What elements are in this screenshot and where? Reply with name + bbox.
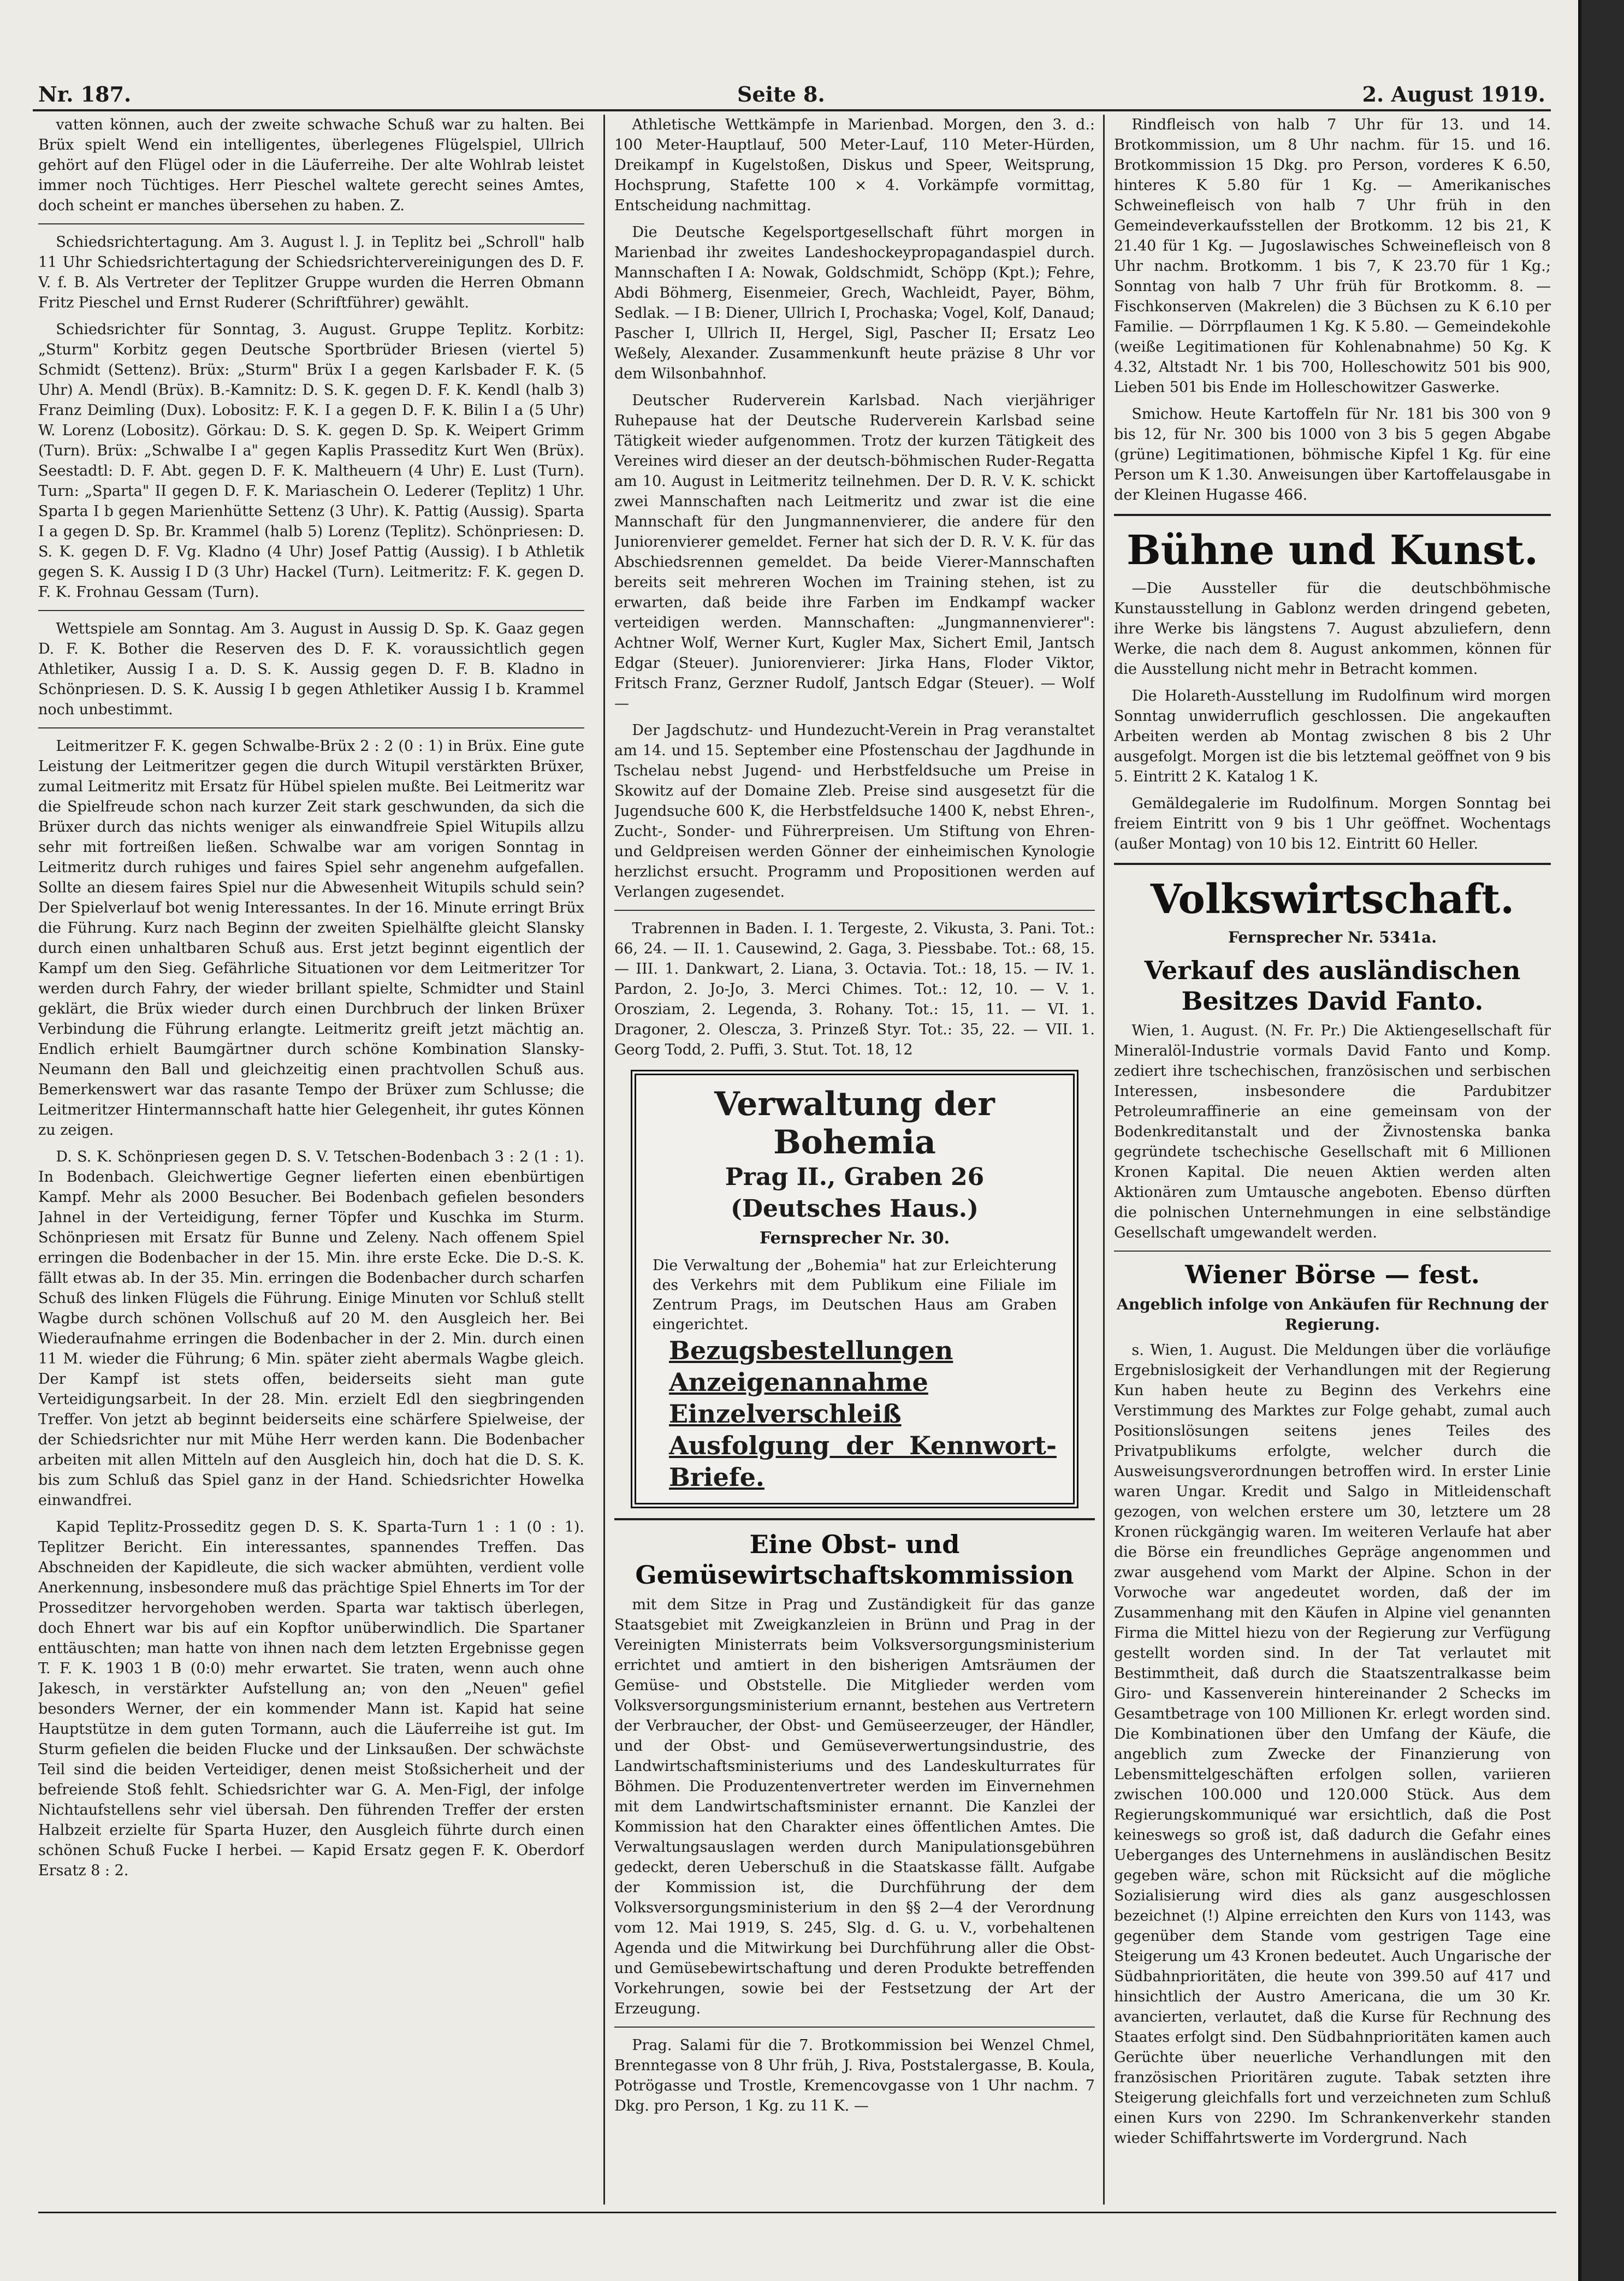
page-number: Seite 8. xyxy=(737,82,825,106)
article-text: Schiedsrichter für Sonntag, 3. August. Gruppe Teplitz. Korbitz: „Sturm" Korbitz gegen Deutsche Sportbrüder Briesen (viertel 5) Schmidt (Settenz). Brüx: „Sturm" Brüx I a gegen Karlsbader F. K. (5 Uhr) A. Mendl (Brüx). B.-Kamnitz: D. S. K. gegen D. F. K. Kendl (halb 3) Franz Deimling (Dux). Lobositz: F. K. I a gegen D. F. K. Bilin I a (5 Uhr) W. Lorenz (Lobositz). Görkau: D. S. K. gegen D. Sp. K. Weipert Grimm (Turn). Brüx: „Schwalbe I a" gegen Kaplis Prasseditz Kurt Wen (Brüx). Seestadtl: D. F. Abt. gegen D. F. K. Maltheuern (4 Uhr) E. Lust (Turn). Turn: „Sparta" II gegen D. F. K. Mariaschein O. Lederer (Teplitz) 1 Uhr. Sparta I b gegen Marienhütte Settenz (3 Uhr). K. Pattig (Aussig). Sparta I a gegen D. Sp. Br. Krammel (halb 5) Lorenz (Teplitz). Schönpriesen: D. S. K. gegen D. F. Vg. Kladno (4 Uhr) Josef Pattig (Aussig). I b Athletik gegen S. K. Aussig I D (3 Uhr) Hackel (Turn). Leitmeritz: F. K. gegen D. F. K. Frohnau Gessam (Turn). xyxy=(38,321,584,601)
article-heading: Wiener Börse — fest. xyxy=(1185,1260,1480,1289)
divider xyxy=(38,727,584,728)
article-subheading: Angeblich infolge von Ankäufen für Rechnung der Regierung. xyxy=(1117,1295,1548,1334)
article-text: D. S. K. Schönpriesen gegen D. S. V. Tetschen-Bodenbach 3 : 2 (1 : 1). In Bodenbach. Gleichwertige Gegner lieferten einen ebenbürtigen Kampf. Mehr als 2000 Besucher. Bei Bodenbach gefielen besonders Jahnel in der Verteidigung, ferner Töpfer und Kuschka im Sturm. Schönpriesen mit Ersatz für Bunne und Zeleny. Nach offenem Spiel erringen die Bodenbacher in der 15. Min. ihre erste Ecke. Die D.-S. K. fällt etwas ab. In der 35. Min. erringen die Bodenbacher durch scharfen Schuß des linken Flügels die Führung. Einige Minuten vor Schluß stellt Wagbe durch schönen Vollschuß auf 20 M. den Ausgleich her. Bei Wiederaufnahme erringen die Bodenbacher in der 2. Min. durch einen 11 M. wieder die Führung; 6 Min. später zieht abermals Wagbe gleich. Der Kampf ist stets offen, beiderseits sieht man gute Verteidigungsarbeit. In der 28. Min. erzielt Edl den siegbringenden Treffer. Von jetzt ab beginnt beiderseits eine schärfere Spielweise, der der Schiedsrichter nur mit Mühe Herr werden kann. Die Bodenbacher arbeiten mit allen Mitteln auf den Ausgleich hin, doch hat die D. S. K. bis zum Schluß das Spiel ganz in der Hand. Schiedsrichter Howelka einwandfrei. xyxy=(38,1148,584,1509)
column-rule xyxy=(603,115,605,2205)
article-text: Gemäldegalerie im Rudolfinum. Morgen Sonntag bei freiem Eintritt von 9 bis 1 Uhr geöffnet. Wochentags (außer Montag) von 10 bis 12. Eintritt 60 Heller. xyxy=(1114,795,1551,852)
column-rule xyxy=(1103,115,1105,2205)
divider xyxy=(614,910,1095,911)
divider xyxy=(614,2027,1095,2028)
ad-item: Bezugsbestellungen xyxy=(669,1336,953,1365)
footer-rule xyxy=(38,2212,1556,2213)
divider xyxy=(614,1518,1095,1520)
issue-number: Nr. 187. xyxy=(38,82,132,106)
ad-item: Ausfolgung der Kennwort-Briefe. xyxy=(669,1431,1057,1492)
divider xyxy=(38,223,584,224)
article-text: Der Jagdschutz- und Hundezucht-Verein in Prag veranstaltet am 14. und 15. September eine Pfostenschau der Jagdhunde in Tschelau nebst Jugend- und Herbstfeldsuche um Preise in Skowitz auf der Domaine Zleb. Preise sind ausgesetzt für die Jugendsuche 600 K, die Herbstfeldsuche 1400 K, nebst Ehren-, Zucht-, Sonder- und Führerpreisen. Um Stiftung von Ehren- und Geldpreisen werden Gönner der einheimischen Kynologie herzlichst ersucht. Programm und Propositionen werden auf Verlangen zugesendet. xyxy=(614,722,1095,900)
divider xyxy=(1114,1251,1551,1252)
ad-item: Anzeigenannahme xyxy=(669,1367,928,1397)
article-text: mit dem Sitze in Prag und Zuständigkeit für das ganze Staatsgebiet mit Zweigkanzleien in Brünn und Prag in der Vereinigten Ministerrats beim Volksversorgungsministerium errichtet und amtiert in den bisherigen Amtsräumen der Gemüse- und Obststelle. Die Mitglieder werden vom Volksversorgungsministerium ernannt, bestehen aus Vertretern der Verbraucher, der Obst- und Gemüseerzeuger, der Händler, und der Obst- und Gemüseverwertungsindustrie, des Landwirtschaftsministeriums und des Landeskulturrates für Böhmen. Die Produzentenvertreter werden im Einvernehmen mit dem Landwirtschaftsminister ernannt. Die Kanzlei der Kommission hat den Charakter eines öffentlichen Amtes. Die Verwaltungsauslagen werden durch Manipulationsgebühren gedeckt, deren Ueberschuß in die Staatskasse fällt. Aufgabe der Kommission ist, die Durchführung der dem Volksversorgungsministerium in den §§ 2—4 der Verordnung vom 12. Mai 1919, S. 245, Slg. d. G. u. V., vorbehaltenen Agenda und die Mitwirkung bei Durchführung aller die Obst- und Gemüsebewirtschaftung und deren Produkte betreffenden Vorkehrungen, sowie bei der Festsetzung der Art der Erzeugung. xyxy=(614,1596,1095,2017)
column-2 xyxy=(614,115,1095,2205)
section-heading: Volkswirtschaft. xyxy=(1150,876,1515,923)
divider xyxy=(1114,514,1551,516)
header-rule xyxy=(33,109,1551,111)
ad-text: Die Verwaltung der „Bohemia" hat zur Erleichterung des Verkehrs mit dem Publikum eine Filiale im Zentrum Prags, im Deutschen Haus am Graben eingerichtet. xyxy=(653,1257,1057,1333)
page-header xyxy=(33,66,1551,115)
article-heading: Verkauf des ausländischen Besitzes David Fanto. xyxy=(1144,956,1521,1016)
article-text: Deutscher Ruderverein Karlsbad. Nach vierjähriger Ruhepause hat der Deutsche Ruderverein Karlsbad seine Tätigkeit wieder aufgenommen. Trotz der kurzen Tätigkeit des Vereines wird dieser an der deutsch-böhmischen Ruder-Regatta am 10. August in Leitmeritz teilnehmen. Der D. R. V. K. schickt zwei Mannschaften nach Leitmeritz und zwar ist die eine Mannschaft für den Jungmannenvierer, die andere für den Juniorenvierer gemeldet. Ferner hat sich der D. R. V. K. für das Abschiedsrennen gemeldet. Da beide Vierer-Mannschaften bereits seit mehreren Wochen im Training stehen, ist zu erwarten, daß beide ihre Farben im Endkampf wacker verteidigen werden. Mannschaften: „Jungmannenvierer": Achtner Wolf, Werner Kurt, Kugler Max, Sichert Emil, Jantsch Edgar (Steuer). Juniorenvierer: Jirka Hans, Floder Viktor, Fritsch Franz, Gerzner Rudolf, Jantsch Edgar (Steuer). — Wolf — xyxy=(614,392,1095,712)
article-heading: Eine Obst- und Gemüsewirtschaftskommission xyxy=(635,1530,1074,1590)
article-text: Schiedsrichtertagung. Am 3. August l. J. in Teplitz bei „Schroll" halb 11 Uhr Schiedsrichtertagung der Schiedsrichtervereinigungen des D. F. V. f. B. Als Vertreter der Teplitzer Gruppe wurden die Herren Obmann Fritz Pieschel und Ernst Ruderer (Schriftführer) gewählt. xyxy=(38,234,584,311)
article-text: Athletische Wettkämpfe in Marienbad. Morgen, den 3. d.: 100 Meter-Hauptlauf, 500 Meter-Lauf, 110 Meter-Hürden, Dreikampf in Kugelstoßen, Diskus und Speer, Weitsprung, Hochsprung, Stafette 100 × 4. Vorkämpfe vormittag, Entscheidung nachmittag. xyxy=(614,116,1095,214)
article-text: vatten können, auch der zweite schwache Schuß war zu halten. Bei Brüx spielt Wend ein intelligentes, überlegenes Flügelspiel, Ullrich gehört auf den Flügel oder in die Läuferreihe. Der alte Wohlrab leistet immer noch Tüchtiges. Herr Pieschel waltete gerecht seines Amtes, doch scheint er manches übersehen zu haben. Z. xyxy=(38,116,584,214)
ad-item: Einzelverschleiß xyxy=(669,1399,902,1429)
section-subheading: Fernsprecher Nr. 5341a. xyxy=(1228,928,1437,946)
article-text: Wien, 1. August. (N. Fr. Pr.) Die Aktiengesellschaft für Mineralöl-Industrie vormals David Fanto und Komp. zediert ihre tschechischen, französischen und serbischen Interessen, insbesondere die Pardubitzer Petroleumraffinerie an eine gemeinsam von der Bodenkreditanstalt und der Živnostenska banka gegründete tschechische Gesellschaft mit 6 Millionen Kronen Kapital. Die neuen Aktien werden alten Aktionären zum Umtausche angeboten. Ebenso dürften die polnischen Unternehmungen in eine selbständige Gesellschaft umgewandelt werden. xyxy=(1114,1022,1551,1241)
article-text: Kapid Teplitz-Prosseditz gegen D. S. K. Sparta-Turn 1 : 1 (0 : 1). Teplitzer Bericht. Ein interessantes, spannendes Treffen. Das Abschneiden der Kapidleute, die sich wacker abmühten, verdient volle Anerkennung, insbesondere muß das prächtige Spiel Ehnerts im Tor der Prosseditzer hervorgehoben werden. Sparta war taktisch überlegen, doch Ehnert war bis auf ein Kopftor unüberwindlich. Die Spartaner enttäuschten; man hatte von ihnen nach dem letzten Ergebnisse gegen T. F. K. 1903 1 B (0:0) mehr erwartet. Sie traten, wenn auch ohne Jakesch, in verstärkter Aufstellung an; von den „Neuen" gefiel besonders Werner, der ein kommender Mann ist. Kapid hat seine Hauptstütze in dem guten Tormann, auch die Läuferreihe ist gut. Im Sturm gefielen die beiden Flucke und der Linksaußen. Der schwächste Teil sind die beiden Verteidiger, denen meist Stoßsicherheit und der befreiende Stoß fehlt. Schiedsrichter war G. A. Men-Figl, der infolge Nichtaufstellens sehr viel übersah. Den führenden Treffer der ersten Halbzeit erzielte für Sparta Huzer, den Ausgleich führte durch einen schönen Schuß Fucke I herbei. — Kapid Ersatz gegen F. K. Oberdorf Ersatz 8 : 2. xyxy=(38,1519,584,1879)
article-text: —Die Aussteller für die deutschböhmische Kunstausstellung in Gablonz werden dringend gebeten, ihre Werke bis längstens 7. August abzuliefern, denn Werke, die nach dem 8. August ankommen, können für die Ausstellung nicht mehr in Betracht kommen. xyxy=(1114,580,1551,678)
section-heading: Bühne und Kunst. xyxy=(1127,527,1538,574)
article-text: Prag. Salami für die 7. Brotkommission bei Wenzel Chmel, Brenntegasse von 8 Uhr früh, J. Riva, Poststalergasse, B. Koula, Potrögasse und Trostle, Kremencovgasse von 1 Uhr nachm. 7 Dkg. pro Person, 1 Kg. zu 11 K. — xyxy=(614,2037,1095,2114)
article-text: Leitmeritzer F. K. gegen Schwalbe-Brüx 2 : 2 (0 : 1) in Brüx. Eine gute Leistung der Leitmeritzer gegen die durch Witupil verstärkten Brüxer, zumal Leitmeritz mit Ersatz für Hübel spielen mußte. Bei Leitmeritz war die Spielfreude schon nach kurzer Zeit stark geschwunden, da sich die Brüxer durch das nichts weniger als einwandfreie Spiel Witupils allzu sehr mit fortreißen ließen. Schwalbe war am vorigen Sonntag in Leitmeritz durch ruhiges und faires Spiel sehr angenehm aufgefallen. Sollte an diesem faires Spiel nur die Abwesenheit Witupils schuld sein? Der Spielverlauf bot wenig Interessantes. In der 16. Minute erringt Brüx die Führung. Kurz nach Beginn der zweiten Spielhälfte gleicht Slansky durch einen unhaltbaren Schuß aus. Erst jetzt beginnt eigentlich der Kampf um den Sieg. Gefährliche Situationen vor dem Leitmeritzer Tor werden durch Fahry, der wieder brillant spielte, Schmidter und Stainl geklärt, die Brüx wieder durch einen Durchbruch der linken Brüxer Verbindung die Führung erlangte. Leitmeritz greift jetzt mächtig an. Endlich erhielt Baumgärtner durch schöne Kombination Slansky-Neumann den Ball und gleichzeitig einen prachtvollen Schuß aus. Bemerkenswert war das rasante Tempo der Brüxer zum Schlusse; die Leitmeritzer Hintermannschaft hatte hier Gelegenheit, ihr gutes Können zu zeigen. xyxy=(38,738,584,1139)
article-text: Die Deutsche Kegelsportgesellschaft führt morgen in Marienbad ihr zweites Landeshockeypropagandaspiel durch. Mannschaften I A: Nowak, Goldschmidt, Schöpp (Kpt.); Fehre, Abdi Böhmerg, Eisenmeier, Grech, Wachleidt, Payer, Böhm, Sedlak. — I B: Diener, Ullrich I, Prochaska; Vogel, Kolf, Danaud; Pascher I, Ullrich II, Hergel, Sigl, Pascher II; Ersatz Leo Weßely, Alexander. Zusammenkunft heute präzise 8 Uhr vor dem Wilsonbahnhof. xyxy=(614,224,1095,382)
article-text: Wettspiele am Sonntag. Am 3. August in Aussig D. Sp. K. Gaaz gegen D. F. K. Bother die Reserven des D. F. K. voraussichtlich gegen Athletiker, Aussig I a. D. S. K. Aussig gegen D. F. B. Kladno in Schönpriesen. D. S. K. Aussig I b gegen Athletiker Aussig I b. Krammel noch unbestimmt. xyxy=(38,620,584,718)
article-text: s. Wien, 1. August. Die Meldungen über die vorläufige Ergebnislosigkeit der Verhandlungen mit der Regierung Kun haben heute zu Beginn des Verkehrs eine Verstimmung des Marktes zur Folge gehabt, zumal auch Positionslösungen seitens jenes Teiles des Privatpublikums erfolgte, welcher durch die Ausweisungsverordnungen betroffen wird. In erster Linie waren Ungar. Kredit und Salgo in Mitleidenschaft gezogen, von welchen erstere um 30, letztere um 28 Kronen rückgängig waren. Im weiteren Verlaufe hat aber die Börse ein freundliches Gepräge angenommen und zwar ausgehend vom Markt der Alpine. Schon in der Vorwoche war angedeutet worden, daß der im Zusammenhang mit den Käufen in Alpine viel genannten Firma die Mittel hiezu von der Regierung zur Verfügung gestellt worden sind. In der Tat verlautet mit Bestimmtheit, daß durch die Staatszentralkasse beim Giro- und Kassenverein hintereinander 2 Schecks im Gesamtbetrage von 100 Millionen Kr. erlegt worden sind. Die Kombinationen über den Umfang der Käufe, die angeblich zum Zwecke der Finanzierung von Lebensmittelgeschäften erfolgen sollen, variieren zwischen 100.000 und 120.000 Stück. Aus dem Regierungskommuniqué war ersichtlich, daß die Post keineswegs so groß ist, daß dadurch die Gefahr eines Ueberganges des Unternehmens in ausländischen Besitz gegeben wäre, schon mit Rücksicht auf die mögliche Sozialisierung wird dies als ganz ausgeschlossen bezeichnet (!) Alpine erreichten den Kurs von 1143, was gegenüber dem Stande vom gestrigen Tage eine Steigerung um 43 Kronen bedeutet. Auch Ungarische der Südbahnprioritäten, die heute von 399.50 auf 417 und hinsichtlich der Austro Americana, die um 30 Kr. avancierten, verlautet, daß die Kurse für Rechnung des Staates erfolgt sind. Den Südbahnprioritäten kamen auch Gerüchte über neuerliche Verhandlungen mit den französischen Prioritären zugute. Tabak setzten ihre Steigerung gleichfalls fort und verzeichneten zum Schluß einen Kurs von 2290. Im Schrankenverkehr standen wieder Schiffahrtswerte im Vordergrund. Nach xyxy=(1114,1342,1551,2147)
column-3 xyxy=(1114,115,1551,2205)
issue-date: 2. August 1919. xyxy=(1362,82,1545,106)
article-text: Smichow. Heute Kartoffeln für Nr. 181 bis 300 von 9 bis 12, für Nr. 300 bis 1000 von 3 bis 5 gegen Abgabe (grüne) Legitimationen, böhmische Kipfel 1 Kg. für eine Person um K 1.30. Anweisungen über Kartoffelausgabe in der Kleinen Hugasse 466. xyxy=(1114,406,1551,503)
ad-address: Prag II., Graben 26 (Deutsches Haus.) xyxy=(725,1163,985,1223)
divider xyxy=(1114,863,1551,865)
article-text: Trabrennen in Baden. I. 1. Tergeste, 2. Vikusta, 3. Pani. Tot.: 66, 24. — II. 1. Causewind, 2. Gaga, 3. Piessbabe. Tot.: 68, 15. — III. 1. Dankwart, 2. Liana, 3. Octavia. Tot.: 18, 15. — IV. 1. Pardon, 2. Jo-Jo, 3. Merci Chimes. Tot.: 12, 10. — V. 1. Orosziam, 2. Legenda, 3. Rohany. Tot.: 15, 11. — VI. 1. Dragoner, 2. Olescza, 3. Prinzeß Styr. Tot.: 35, 22. — VII. 1. Georg Todd, 2. Puffi, 3. Stut. Tot. 18, 12 xyxy=(614,920,1095,1058)
article-text: Die Holareth-Ausstellung im Rudolfinum wird morgen Sonntag unwiderruflich geschlossen. Die angekauften Arbeiten werden ab Montag zwischen 8 bis 2 Uhr ausgefolgt. Morgen ist die bis letztemal geöffnet von 9 bis 5. Eintritt 2 K. Katalog 1 K. xyxy=(1114,688,1551,785)
ad-phone: Fernsprecher Nr. 30. xyxy=(759,1229,950,1248)
divider xyxy=(38,610,584,611)
article-text: Rindfleisch von halb 7 Uhr für 13. und 14. Brotkommission, um 8 Uhr nachm. für 15. und 16. Brotkommission 15 Dkg. pro Person, vorderes K 6.50, hinteres K 5.80 für 1 Kg. — Amerikanisches Schweinefleisch von halb 7 Uhr früh in den Gemeindeverkaufsstellen der Brotkomm. 12 bis 21, K 21.40 für 1 Kg. — Jugoslawisches Schweinefleisch von 8 Uhr nachm. Brotkomm. 1 bis 7, K 23.70 für 1 Kg.; Sonntag von halb 7 Uhr früh für Brotkomm. 8. — Fischkonserven (Makrelen) die 3 Büchsen zu K 6.10 per Familie. — Dörrpflaumen 1 Kg. K 5.80. — Gemeindekohle (weiße Legitimationen für Kohlenabnahme) 50 Kg. K 4.32, Altstadt Nr. 1 bis 700, Holleschowitz 501 bis 900, Lieben 501 bis Ende im Holleschowitzer Gaswerke. xyxy=(1114,116,1551,396)
column-1 xyxy=(38,115,584,2205)
ad-title: Verwaltung der Bohemia xyxy=(714,1085,995,1162)
advertisement-box xyxy=(631,1070,1078,1508)
